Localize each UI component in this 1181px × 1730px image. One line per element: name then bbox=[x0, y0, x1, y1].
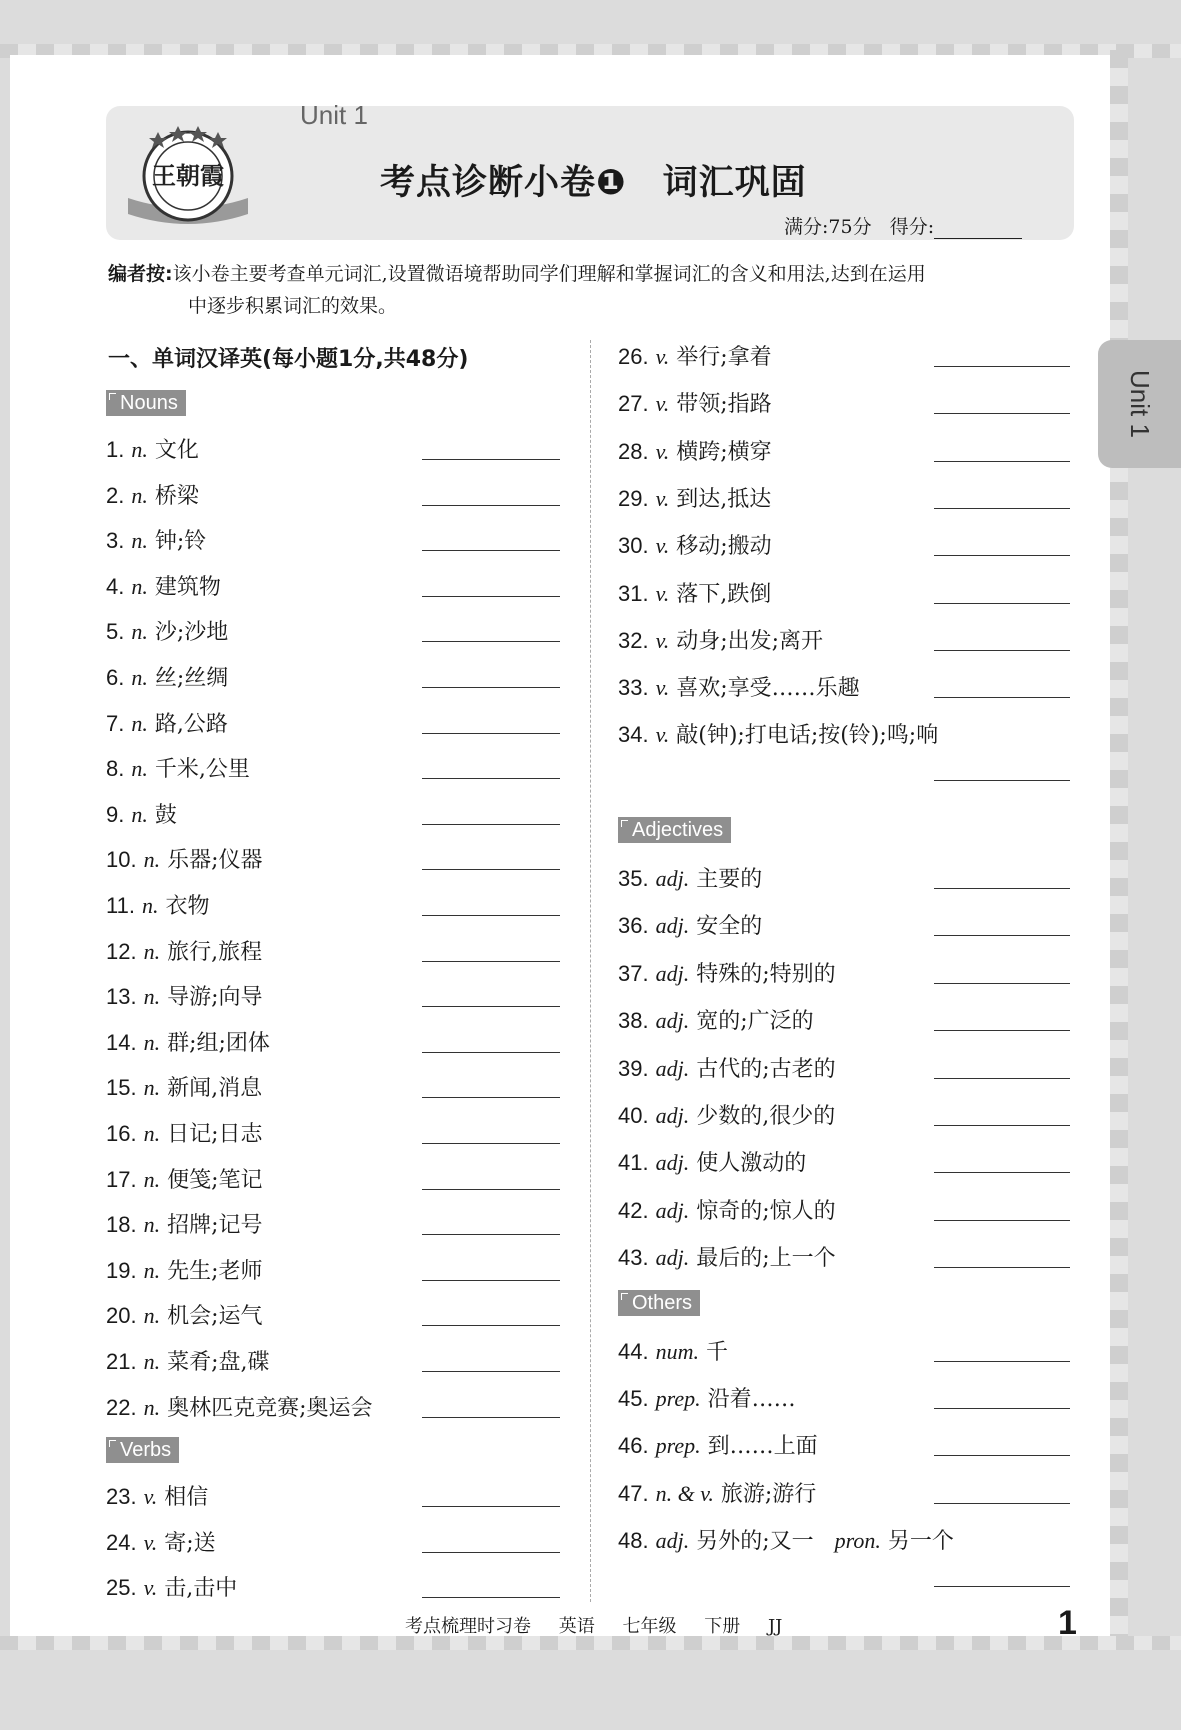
question-item bbox=[106, 663, 228, 693]
category-nouns: Nouns bbox=[106, 390, 186, 416]
part-of-speech: adj. bbox=[655, 866, 690, 891]
question-number: 38. bbox=[618, 1008, 649, 1034]
chinese-meaning: 移动;搬动 bbox=[676, 534, 772, 560]
page-edge-bottom bbox=[0, 1636, 1181, 1650]
part-of-speech: v. bbox=[143, 1529, 158, 1555]
question-item bbox=[106, 1165, 263, 1195]
part-of-speech: n. bbox=[131, 756, 148, 782]
question-number: 19. bbox=[106, 1257, 137, 1283]
answer-blank[interactable] bbox=[934, 888, 1070, 889]
editor-note-label: 编者按: bbox=[108, 263, 173, 285]
answer-blank[interactable] bbox=[422, 550, 560, 551]
question-item bbox=[618, 1101, 835, 1131]
part-of-speech: v. bbox=[655, 485, 670, 511]
question-item bbox=[618, 911, 762, 941]
chinese-meaning: 建筑物 bbox=[154, 574, 221, 600]
answer-blank[interactable] bbox=[422, 869, 560, 870]
full-score-label: 满分:75分 bbox=[784, 216, 872, 238]
part-of-speech: n. bbox=[131, 801, 148, 827]
question-number: 23. bbox=[106, 1484, 137, 1509]
chinese-meaning: 另外的;又一 bbox=[696, 1528, 814, 1554]
question-number: 31. bbox=[618, 580, 649, 606]
answer-blank[interactable] bbox=[934, 461, 1070, 462]
part-of-speech: adj. bbox=[655, 1527, 690, 1553]
answer-blank[interactable] bbox=[934, 650, 1070, 651]
answer-blank[interactable] bbox=[934, 1078, 1070, 1079]
question-number: 27. bbox=[618, 391, 649, 417]
score-label: 得分: bbox=[889, 216, 935, 238]
question-item bbox=[618, 626, 823, 656]
question-number: 29. bbox=[618, 485, 649, 511]
editor-note-line1: 该小卷主要考查单元词汇,设置微语境帮助同学们理解和掌握词汇的含义和用法,达到在运用 bbox=[172, 263, 926, 285]
question-number: 43. bbox=[618, 1245, 649, 1271]
answer-blank[interactable] bbox=[934, 603, 1070, 604]
part-of-speech: n. bbox=[143, 938, 161, 964]
answer-blank[interactable] bbox=[422, 1097, 560, 1098]
answer-blank[interactable] bbox=[422, 915, 560, 916]
question-number: 11. bbox=[106, 893, 135, 918]
part-of-speech: num. bbox=[655, 1339, 699, 1364]
chinese-meaning: 便笺;笔记 bbox=[167, 1167, 263, 1193]
question-number: 17. bbox=[106, 1166, 137, 1192]
question-item bbox=[618, 1054, 836, 1084]
category-verbs: Verbs bbox=[106, 1437, 179, 1463]
footer-volume: 下册 bbox=[704, 1616, 741, 1637]
editor-note-line2: 中逐步积累词汇的效果。 bbox=[188, 295, 398, 317]
question-item bbox=[106, 754, 250, 784]
score-blank[interactable] bbox=[934, 220, 1022, 239]
answer-blank[interactable] bbox=[422, 1234, 560, 1235]
answer-blank[interactable] bbox=[422, 505, 560, 506]
question-number: 8. bbox=[106, 756, 125, 782]
part-of-speech: n. bbox=[131, 665, 148, 690]
category-others: Others bbox=[618, 1290, 700, 1316]
question-number: 39. bbox=[618, 1055, 649, 1081]
question-item bbox=[106, 709, 228, 739]
question-number: 28. bbox=[618, 438, 649, 464]
answer-blank[interactable] bbox=[934, 935, 1070, 936]
part-of-speech: n. bbox=[131, 482, 148, 508]
answer-blank[interactable] bbox=[934, 1361, 1070, 1362]
question-item bbox=[618, 1148, 806, 1178]
answer-blank[interactable] bbox=[422, 778, 560, 779]
footer-book: 考点梳理时习卷 bbox=[405, 1616, 531, 1637]
answer-blank[interactable] bbox=[422, 1506, 560, 1507]
category-adjectives: Adjectives bbox=[618, 817, 731, 843]
part-of-speech: v. bbox=[655, 344, 670, 369]
page-edge-right bbox=[1110, 50, 1128, 1640]
column-divider bbox=[590, 340, 591, 1602]
question-number: 12. bbox=[106, 938, 137, 964]
chinese-meaning: 群;组;团体 bbox=[167, 1030, 270, 1056]
part-of-speech: adj. bbox=[655, 1055, 690, 1081]
question-item bbox=[106, 891, 209, 921]
question-item bbox=[106, 1393, 373, 1423]
page-number: 1 bbox=[1058, 1604, 1077, 1642]
question-number: 32. bbox=[618, 627, 649, 653]
answer-blank[interactable] bbox=[422, 961, 560, 962]
answer-blank[interactable] bbox=[422, 1280, 560, 1281]
part-of-speech: v. bbox=[655, 438, 670, 464]
answer-blank[interactable] bbox=[934, 1455, 1070, 1456]
question-item bbox=[618, 959, 836, 989]
question-number: 3. bbox=[106, 528, 125, 554]
chinese-meaning: 古代的;古老的 bbox=[696, 1056, 836, 1082]
chinese-meaning: 千米,公里 bbox=[154, 757, 250, 783]
question-item bbox=[618, 1006, 814, 1036]
part-of-speech: n. bbox=[143, 1075, 161, 1101]
chinese-meaning: 举行;拿着 bbox=[676, 345, 772, 370]
question-number: 20. bbox=[106, 1303, 137, 1329]
question-item bbox=[106, 617, 228, 647]
question-item bbox=[106, 1573, 237, 1603]
part-of-speech: n. bbox=[143, 984, 161, 1010]
chinese-meaning: 宽的;广泛的 bbox=[696, 1009, 814, 1035]
part-of-speech: n. bbox=[143, 1212, 161, 1238]
answer-blank[interactable] bbox=[422, 1052, 560, 1053]
question-number: 40. bbox=[618, 1103, 649, 1128]
question-item bbox=[106, 435, 199, 465]
part-of-speech: n. bbox=[143, 1303, 161, 1329]
part-of-speech: v. bbox=[655, 627, 670, 653]
answer-blank[interactable] bbox=[934, 1030, 1070, 1031]
part-of-speech: adj. bbox=[655, 1103, 690, 1128]
part-of-speech: n. bbox=[143, 1029, 161, 1055]
question-number: 15. bbox=[106, 1075, 137, 1101]
question-item bbox=[106, 1482, 208, 1512]
part-of-speech: n. bbox=[131, 528, 148, 554]
part-of-speech: v. bbox=[143, 1484, 158, 1509]
footer bbox=[405, 1612, 805, 1638]
question-number: 1. bbox=[106, 437, 125, 462]
question-item bbox=[106, 982, 263, 1012]
question-number: 6. bbox=[106, 665, 125, 690]
chinese-meaning: 导游;向导 bbox=[167, 985, 263, 1011]
answer-blank[interactable] bbox=[934, 697, 1070, 698]
question-item bbox=[106, 937, 262, 967]
chinese-meaning: 沿着…… bbox=[707, 1387, 796, 1413]
answer-blank[interactable] bbox=[934, 1220, 1070, 1221]
footer-subject: 英语 bbox=[558, 1616, 595, 1637]
part-of-speech: n. bbox=[131, 710, 148, 736]
question-item bbox=[106, 1256, 263, 1286]
question-number: 18. bbox=[106, 1212, 137, 1238]
part-of-speech: prep. bbox=[655, 1433, 701, 1459]
question-number: 41. bbox=[618, 1150, 649, 1176]
publisher-logo bbox=[120, 118, 256, 228]
chinese-meaning: 先生;老师 bbox=[167, 1258, 263, 1284]
answer-blank[interactable] bbox=[422, 824, 560, 825]
question-item bbox=[106, 1528, 216, 1558]
question-item bbox=[106, 572, 221, 602]
chinese-meaning: 相信 bbox=[164, 1485, 209, 1510]
chinese-meaning: 喜欢;享受……乐趣 bbox=[676, 676, 860, 702]
unit-tab: Unit 1 bbox=[300, 100, 368, 130]
chinese-meaning: 衣物 bbox=[165, 894, 210, 919]
question-item bbox=[618, 1526, 954, 1556]
chinese-meaning: 到……上面 bbox=[707, 1434, 818, 1460]
question-number: 7. bbox=[106, 710, 125, 736]
question-number: 22. bbox=[106, 1394, 137, 1420]
chinese-meaning: 动身;出发;离开 bbox=[676, 628, 824, 654]
question-item bbox=[618, 1431, 818, 1461]
part-of-speech: n. bbox=[131, 573, 148, 599]
part-of-speech: n. bbox=[143, 1257, 161, 1283]
question-item bbox=[618, 1243, 836, 1273]
chinese-meaning: 击,击中 bbox=[164, 1576, 238, 1601]
question-number: 14. bbox=[106, 1029, 137, 1055]
part-of-speech: n. bbox=[143, 1166, 161, 1192]
chinese-meaning: 主要的 bbox=[696, 867, 763, 892]
chinese-meaning: 落下,跌倒 bbox=[676, 581, 772, 607]
answer-blank[interactable] bbox=[422, 1417, 560, 1418]
chinese-meaning: 另一个 bbox=[887, 1528, 954, 1554]
answer-blank[interactable] bbox=[422, 687, 560, 688]
question-item bbox=[618, 1479, 816, 1509]
chinese-meaning: 沙;沙地 bbox=[154, 620, 229, 646]
page-title: 考点诊断小卷❶ 词汇巩固 bbox=[380, 163, 807, 203]
question-item bbox=[618, 1196, 836, 1226]
part-of-speech: n. bbox=[143, 1349, 161, 1374]
answer-blank[interactable] bbox=[934, 366, 1070, 367]
question-item bbox=[618, 484, 771, 514]
question-item bbox=[106, 1028, 270, 1058]
question-number: 48. bbox=[618, 1527, 649, 1553]
question-item bbox=[106, 1301, 263, 1331]
question-number: 36. bbox=[618, 913, 649, 939]
question-item bbox=[106, 1210, 263, 1240]
question-number: 21. bbox=[106, 1349, 137, 1374]
question-item bbox=[106, 1347, 270, 1377]
question-number: 24. bbox=[106, 1529, 137, 1555]
part-of-speech: v. bbox=[655, 675, 670, 701]
answer-blank[interactable] bbox=[422, 1552, 560, 1553]
question-number: 10. bbox=[106, 847, 137, 873]
chinese-meaning: 新闻,消息 bbox=[167, 1076, 263, 1102]
answer-blank[interactable] bbox=[934, 1267, 1070, 1268]
part-of-speech: n. & v. bbox=[655, 1480, 714, 1506]
logo-text: 王朝霞 bbox=[152, 161, 224, 190]
question-item bbox=[618, 342, 772, 372]
answer-blank[interactable] bbox=[422, 596, 560, 597]
question-item bbox=[106, 481, 199, 511]
question-number: 13. bbox=[106, 984, 137, 1010]
answer-blank[interactable] bbox=[934, 780, 1070, 781]
footer-edition: JJ bbox=[767, 1616, 783, 1637]
question-number: 9. bbox=[106, 801, 125, 827]
chinese-meaning: 机会;运气 bbox=[167, 1304, 263, 1330]
part-of-speech: v. bbox=[655, 391, 670, 417]
answer-blank[interactable] bbox=[934, 413, 1070, 414]
answer-blank[interactable] bbox=[422, 1143, 560, 1144]
chinese-meaning: 少数的,很少的 bbox=[696, 1104, 836, 1129]
part-of-speech: adj. bbox=[655, 1150, 690, 1176]
chinese-meaning: 鼓 bbox=[154, 802, 177, 828]
answer-blank[interactable] bbox=[422, 1597, 560, 1598]
chinese-meaning: 到达,抵达 bbox=[676, 486, 772, 512]
question-number: 42. bbox=[618, 1197, 649, 1223]
question-item bbox=[106, 845, 263, 875]
part-of-speech: v. bbox=[655, 533, 670, 559]
question-item bbox=[618, 1337, 728, 1367]
part-of-speech: n. bbox=[131, 437, 148, 462]
unit-side-tab bbox=[1098, 340, 1181, 468]
answer-blank[interactable] bbox=[422, 1371, 560, 1372]
part-of-speech: v. bbox=[143, 1575, 158, 1600]
part-of-speech: prep. bbox=[655, 1386, 701, 1412]
section-title: 一、单词汉译英(每小题1分,共48分) bbox=[108, 347, 469, 372]
question-item bbox=[618, 579, 771, 609]
chinese-meaning: 乐器;仪器 bbox=[167, 848, 263, 874]
chinese-meaning: 千 bbox=[705, 1340, 728, 1365]
answer-blank[interactable] bbox=[934, 1172, 1070, 1173]
question-item bbox=[618, 864, 762, 894]
question-item bbox=[618, 389, 772, 419]
answer-blank[interactable] bbox=[934, 555, 1070, 556]
chinese-meaning: 特殊的;特别的 bbox=[696, 961, 836, 987]
answer-blank[interactable] bbox=[934, 1503, 1070, 1504]
question-item bbox=[618, 531, 772, 561]
question-number: 35. bbox=[618, 866, 649, 891]
chinese-meaning: 日记;日志 bbox=[167, 1122, 263, 1147]
chinese-meaning: 寄;送 bbox=[164, 1530, 216, 1556]
question-item bbox=[106, 1073, 262, 1103]
answer-blank[interactable] bbox=[934, 983, 1070, 984]
chinese-meaning: 最后的;上一个 bbox=[696, 1246, 836, 1272]
part-of-speech: n. bbox=[143, 1121, 161, 1146]
answer-blank[interactable] bbox=[934, 508, 1070, 509]
question-number: 30. bbox=[618, 533, 649, 559]
question-item bbox=[106, 526, 206, 556]
part-of-speech: v. bbox=[655, 580, 670, 606]
chinese-meaning: 桥梁 bbox=[154, 483, 199, 509]
part-of-speech: adj. bbox=[655, 1197, 690, 1223]
chinese-meaning: 旅游;游行 bbox=[720, 1481, 817, 1507]
question-number: 2. bbox=[106, 482, 125, 508]
question-item bbox=[106, 800, 177, 830]
chinese-meaning: 横跨;横穿 bbox=[676, 439, 772, 465]
part-of-speech: n. bbox=[143, 847, 161, 873]
question-number: 45. bbox=[618, 1386, 649, 1412]
chinese-meaning: 敲(钟);打电话;按(铃);鸣;响 bbox=[676, 723, 939, 749]
chinese-meaning: 旅行,旅程 bbox=[167, 939, 263, 965]
chinese-meaning: 带领;指路 bbox=[676, 392, 772, 418]
question-number: 33. bbox=[618, 675, 649, 701]
chinese-meaning: 招牌;记号 bbox=[167, 1213, 263, 1239]
question-item bbox=[106, 1119, 263, 1149]
question-number: 46. bbox=[618, 1433, 649, 1459]
chinese-meaning: 惊奇的;惊人的 bbox=[696, 1198, 836, 1224]
chinese-meaning: 奥林匹克竞赛;奥运会 bbox=[167, 1395, 373, 1421]
part-of-speech: n. bbox=[143, 1394, 161, 1420]
chinese-meaning: 菜肴;盘,碟 bbox=[167, 1350, 270, 1375]
footer-grade: 七年级 bbox=[622, 1616, 677, 1637]
part-of-speech: adj. bbox=[655, 913, 690, 939]
question-item bbox=[618, 437, 772, 467]
part-of-speech: adj. bbox=[655, 1245, 690, 1271]
question-item bbox=[618, 673, 860, 703]
chinese-meaning: 丝;丝绸 bbox=[154, 666, 229, 691]
part-of-speech: n. bbox=[141, 893, 159, 918]
part-of-speech: n. bbox=[131, 619, 148, 645]
chinese-meaning: 路,公路 bbox=[154, 711, 228, 737]
question-number: 47. bbox=[618, 1480, 649, 1506]
part-of-speech: v. bbox=[655, 722, 670, 748]
answer-blank[interactable] bbox=[422, 1325, 560, 1326]
question-item bbox=[618, 1384, 796, 1414]
question-number: 37. bbox=[618, 960, 649, 986]
question-number: 44. bbox=[618, 1339, 649, 1364]
answer-blank[interactable] bbox=[934, 1125, 1070, 1126]
question-number: 16. bbox=[106, 1121, 137, 1146]
chinese-meaning: 文化 bbox=[154, 438, 199, 463]
editor-note bbox=[108, 258, 1076, 322]
part-of-speech: adj. bbox=[655, 960, 690, 986]
answer-blank[interactable] bbox=[422, 459, 560, 460]
question-item bbox=[618, 720, 938, 750]
chinese-meaning: 使人激动的 bbox=[696, 1151, 807, 1177]
question-number: 4. bbox=[106, 573, 125, 599]
question-number: 25. bbox=[106, 1575, 137, 1600]
part-of-speech: adj. bbox=[655, 1008, 690, 1034]
question-number: 26. bbox=[618, 344, 649, 369]
chinese-meaning: 安全的 bbox=[696, 914, 763, 940]
answer-blank[interactable] bbox=[422, 1006, 560, 1007]
unit-side-tab-label: Unit 1 bbox=[1125, 370, 1155, 438]
answer-blank[interactable] bbox=[934, 1408, 1070, 1409]
chinese-meaning: 钟;铃 bbox=[154, 529, 207, 555]
question-number: 5. bbox=[106, 619, 125, 645]
score-line bbox=[784, 212, 1074, 236]
answer-blank[interactable] bbox=[422, 733, 560, 734]
answer-blank[interactable] bbox=[934, 1586, 1070, 1587]
question-number: 34. bbox=[618, 722, 649, 748]
answer-blank[interactable] bbox=[422, 641, 560, 642]
part-of-speech: pron. bbox=[834, 1527, 881, 1553]
answer-blank[interactable] bbox=[422, 1189, 560, 1190]
